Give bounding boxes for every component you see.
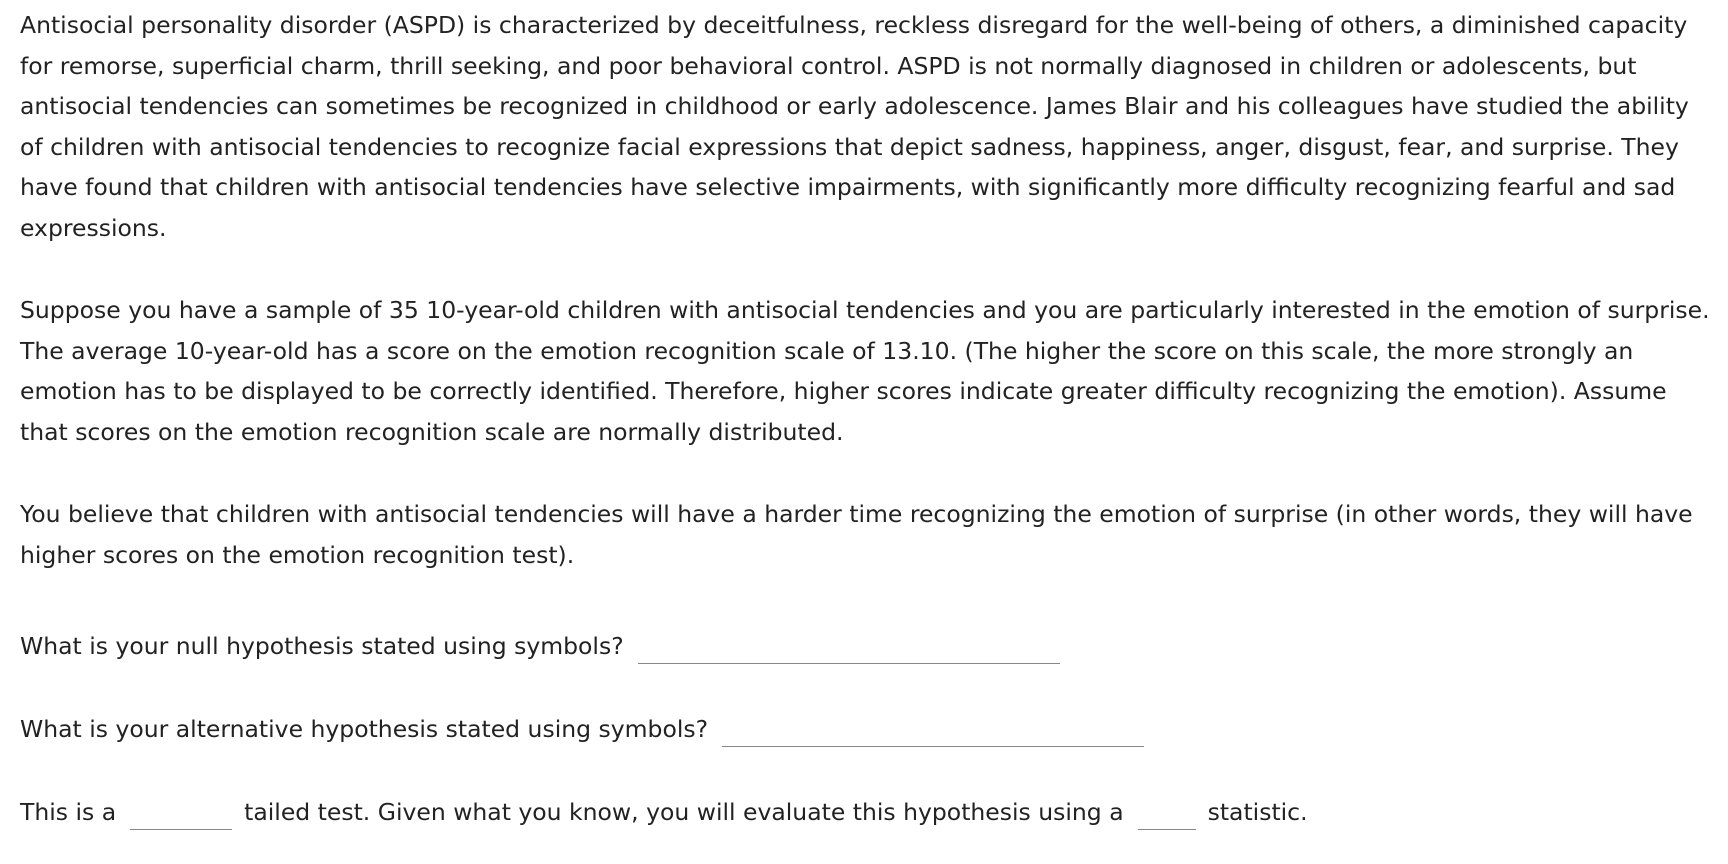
test-type-question [20,792,1308,833]
paragraph-research-belief: You believe that children with antisocial tendencies will have a harder time recognizing the emotion of surprise (in other words, they will have higher scores on the emotion recognition test). [20,500,1693,569]
question-passage [20,0,1710,575]
test-type-middle: tailed test. Given what you know, you will evaluate this hypothesis using a [244,798,1124,826]
alt-hypothesis-answer-blank[interactable] [722,716,1144,747]
statistic-type-answer-blank[interactable] [1138,799,1196,830]
paragraph-aspd-background: Antisocial personality disorder (ASPD) is characterized by deceitfulness, reckless disregard for the well-being of others, a diminished capacity for remorse, superficial charm, thrill seeking, and poor behavioral control. ASPD is not normally diagnosed in children or adolescents, but antisocial tendencies can sometimes be recognized in childhood or early adolescence. James Blair and his colleagues have studied the ability of children with antisocial tendencies to recognize facial expressions that depict sadness, happiness, anger, disgust, fear, and surprise. They have found that children with antisocial tendencies have selective impairments, with significantly more difficulty recognizing fearful and sad expressions. [20,11,1689,242]
tail-type-answer-blank[interactable] [130,799,232,830]
alt-hypothesis-question [20,709,1156,750]
null-hypothesis-answer-blank[interactable] [638,633,1060,664]
paragraph-sample-description: Suppose you have a sample of 35 10-year-old children with antisocial tendencies and you are particularly interested in the emotion of surprise. The average 10-year-old has a score on the emotion recognition scale of 13.10. (The higher the score on this scale, the more strongly an emotion has to be displayed to be correctly identified. Therefore, higher scores indicate greater difficulty recognizing the emotion). Assume that scores on the emotion recognition scale are normally distributed. [20,296,1710,446]
alt-hypothesis-prompt: What is your alternative hypothesis stated using symbols? [20,715,709,743]
test-type-suffix: statistic. [1207,798,1308,826]
null-hypothesis-prompt: What is your null hypothesis stated using symbols? [20,632,624,660]
null-hypothesis-question [20,626,1072,667]
test-type-prefix: This is a [20,798,117,826]
